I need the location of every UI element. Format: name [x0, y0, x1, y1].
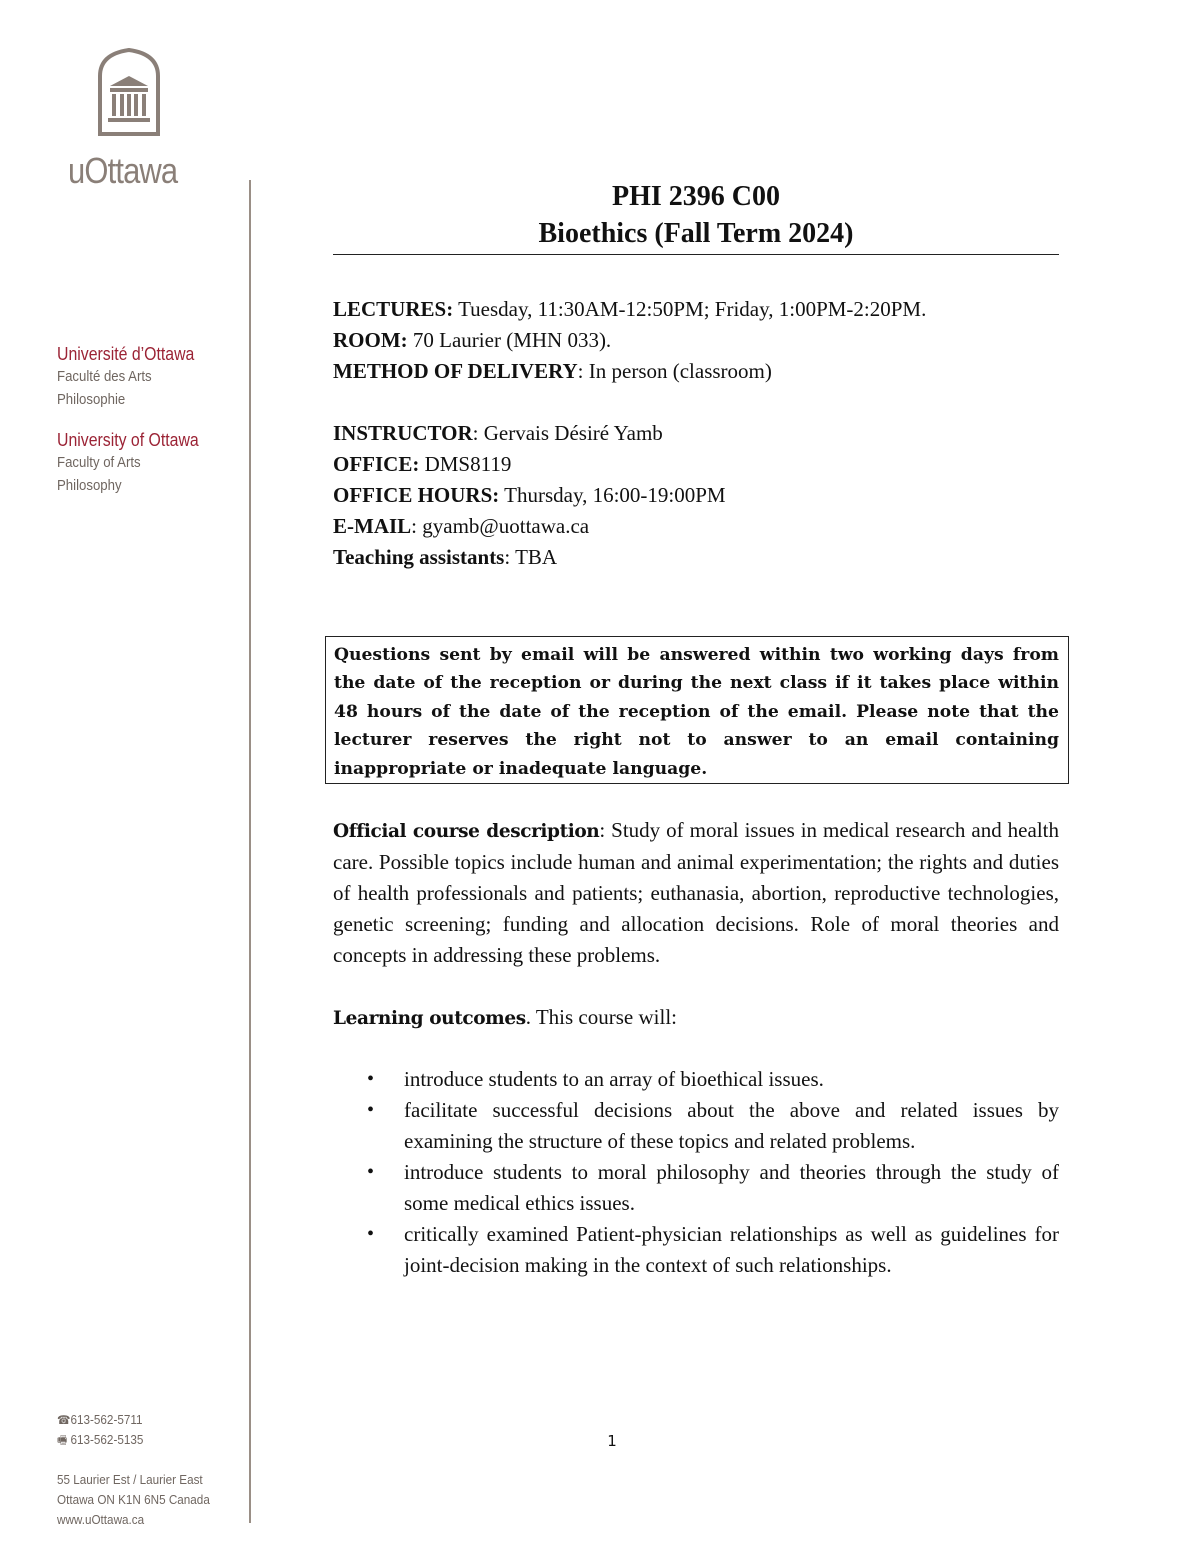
faculty-block-en	[57, 429, 199, 497]
list-item	[333, 1219, 1059, 1281]
lectures-value: Tuesday, 11:30AM-12:50PM; Friday, 1:00PM-2:20PM.	[458, 297, 927, 321]
phone-number: 613-562-5711	[70, 1412, 143, 1427]
delivery-label: METHOD OF DELIVERY	[333, 359, 578, 383]
course-title: Bioethics (Fall Term 2024)	[538, 218, 854, 249]
lectures-line	[333, 294, 1059, 325]
instructor-line	[333, 418, 1059, 449]
department-name-en: Philosophy	[57, 477, 122, 494]
office-hours-value: Thursday, 16:00-19:00PM	[504, 483, 726, 507]
faculty-name-fr: Faculté des Arts	[57, 368, 152, 385]
course-heading	[333, 178, 1059, 255]
faculty-name-en: Faculty of Arts	[57, 454, 141, 471]
office-label: OFFICE:	[333, 452, 420, 476]
contact-address	[57, 1470, 210, 1530]
university-name-fr: Université d’Ottawa	[57, 344, 195, 364]
instructor-value: : Gervais Désiré Yamb	[472, 421, 663, 445]
list-item	[333, 1064, 1059, 1095]
fax-number: 613-562-5135	[70, 1432, 144, 1447]
room-line	[333, 325, 1059, 356]
outcome-text: facilitate successful decisions about the above and related issues by examining the structure of these topics and related problems.	[404, 1098, 1059, 1153]
address-line-2: Ottawa ON K1N 6N5 Canada	[57, 1492, 210, 1507]
bullet-icon: •	[367, 1068, 375, 1090]
learning-outcomes-intro	[333, 1002, 1059, 1034]
ta-value: : TBA	[504, 545, 558, 569]
bullet-icon: •	[367, 1161, 375, 1183]
room-value: 70 Laurier (MHN 033).	[412, 328, 612, 352]
outcome-text: critically examined Patient-physician relationships as well as guidelines for joint-decision making in the context of such relationships.	[404, 1222, 1059, 1277]
telephone-icon: ☎	[57, 1413, 71, 1427]
email-policy-notice: Questions sent by email will be answered within two working days from the date of the reception or during the next class if it takes place within 48 hours of the date of the reception of the email. Please note that the lecturer reserves the right not to answer to an email containing inappropriate or inadequate language.	[325, 636, 1069, 784]
bullet-icon: •	[367, 1223, 375, 1245]
office-value: DMS8119	[424, 452, 512, 476]
contact-phones	[57, 1410, 143, 1450]
page-number: 1	[607, 1432, 617, 1450]
description-text: : Study of moral issues in medical research and health care. Possible topics include human and animal experimentation; the rights and duties of health professionals and patients; euthanasia, abortion, reproductive technologies, genetic screening; funding and allocation decisions. Role of moral theories and concepts in addressing these problems.	[333, 818, 1059, 967]
office-hours-label: OFFICE HOURS:	[333, 483, 500, 507]
fax-line	[57, 1430, 143, 1450]
outcome-text: introduce students to moral philosophy and theories through the study of some medical ethics issues.	[404, 1160, 1059, 1215]
email-label: E-MAIL	[333, 514, 412, 538]
ta-label: Teaching assistants	[333, 545, 505, 569]
website-link[interactable]: www.uOttawa.ca	[57, 1512, 145, 1527]
phone-line	[57, 1410, 143, 1430]
learning-outcomes-list	[333, 1064, 1059, 1281]
address-line-1: 55 Laurier Est / Laurier East	[57, 1472, 203, 1487]
office-line	[333, 449, 1059, 480]
office-hours-line	[333, 480, 1059, 511]
faculty-block-fr	[57, 343, 194, 411]
schedule-block	[333, 294, 1059, 387]
course-description	[333, 815, 1059, 971]
fax-icon: 🖷	[57, 1433, 68, 1447]
course-code: PHI 2396 C00	[612, 181, 780, 212]
bullet-icon: •	[367, 1099, 375, 1121]
outcomes-intro-text: . This course will:	[525, 1005, 677, 1029]
wordmark: uOttawa	[68, 150, 178, 191]
university-building-logo	[96, 46, 162, 138]
instructor-block	[333, 418, 1059, 573]
department-name-fr: Philosophie	[57, 391, 126, 408]
letterhead-sidebar	[0, 0, 252, 1553]
outcome-text: introduce students to an array of bioethical issues.	[404, 1067, 824, 1091]
description-label: Official course description	[333, 821, 600, 842]
email-line	[333, 511, 1059, 542]
email-value[interactable]: : gyamb@uottawa.ca	[411, 514, 590, 538]
list-item	[333, 1095, 1059, 1157]
list-item	[333, 1157, 1059, 1219]
sidebar-divider	[249, 180, 251, 1523]
university-name-en: University of Ottawa	[57, 430, 199, 450]
room-label: ROOM:	[333, 328, 408, 352]
delivery-value: : In person (classroom)	[577, 359, 772, 383]
instructor-label: INSTRUCTOR	[333, 421, 473, 445]
delivery-line	[333, 356, 1059, 387]
lectures-label: LECTURES:	[333, 297, 454, 321]
ta-line	[333, 542, 1059, 573]
outcomes-label: Learning outcomes	[333, 1008, 526, 1029]
